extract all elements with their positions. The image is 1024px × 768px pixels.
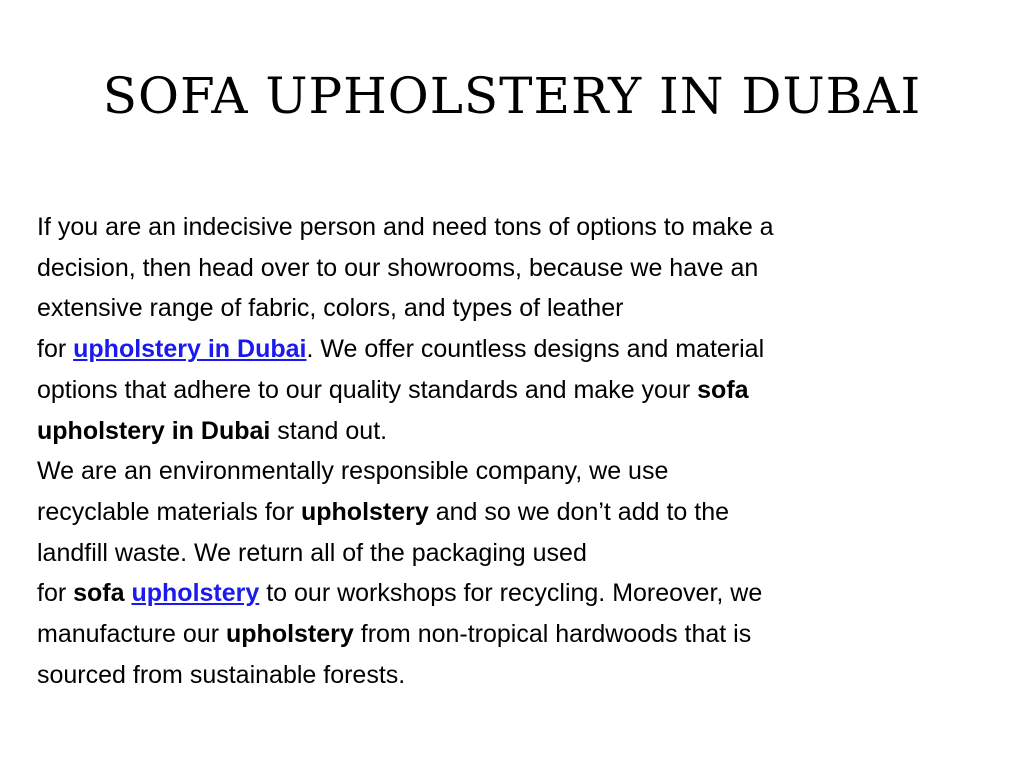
slide-body	[37, 207, 987, 695]
text-fragment: options that adhere to our quality standards and make your	[37, 375, 698, 404]
paragraph-environment	[37, 451, 987, 695]
paragraph-options	[37, 207, 987, 451]
text-fragment: manufacture our	[37, 620, 226, 649]
text-fragment: for	[37, 335, 74, 364]
bold-keyword: sofa	[73, 579, 125, 608]
text-line: If you are an indecisive person and need tons of options to make a	[37, 213, 774, 241]
bold-keyword: upholstery	[226, 620, 354, 649]
text-fragment: to our workshops for recycling. Moreover, we	[259, 579, 763, 608]
text-line: landfill waste. We return all of the packaging used	[37, 538, 587, 567]
bold-keyword: upholstery in Dubai	[37, 416, 271, 445]
text-fragment: for	[37, 579, 74, 608]
text-fragment: stand out.	[270, 416, 388, 445]
text-line: sourced from sustainable forests.	[37, 660, 406, 689]
text-fragment: and so we don’t add to the	[428, 497, 730, 526]
text-fragment: . We offer countless designs and material	[306, 335, 765, 364]
upholstery-in-dubai-link[interactable]: upholstery in Dubai	[73, 335, 307, 364]
bold-keyword: upholstery	[300, 497, 429, 526]
slide-title: SOFA UPHOLSTERY IN DUBAI	[102, 67, 922, 125]
text-fragment: recyclable materials for	[37, 497, 301, 526]
text-line: We are an environmentally responsible company, we use	[37, 457, 669, 486]
text-line: decision, then head over to our showrooms, because we have an	[37, 253, 759, 282]
bold-keyword: sofa	[697, 375, 749, 404]
text-fragment: from non-tropical hardwoods that is	[353, 620, 752, 649]
text-line: extensive range of fabric, colors, and types of leather	[37, 294, 624, 323]
upholstery-link[interactable]: upholstery	[131, 579, 260, 608]
